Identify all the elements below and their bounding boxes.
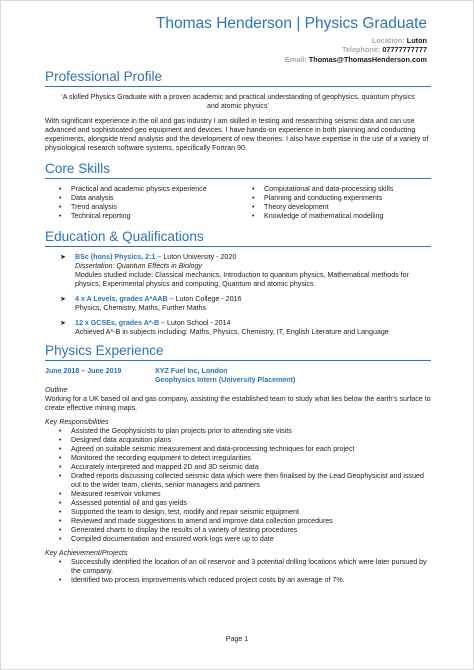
skill-item: • Theory development xyxy=(252,203,431,212)
skills-heading: Core Skills xyxy=(45,161,431,179)
candidate-name: Thomas Henderson | Physics Graduate xyxy=(155,15,427,32)
list-item: • Measured reservoir volumes xyxy=(59,490,431,499)
skill-item: • Technical reporting xyxy=(59,212,238,221)
location-line xyxy=(156,36,427,45)
list-item: • Assessed potential oil and gas yields xyxy=(59,499,431,508)
job-header xyxy=(45,367,431,385)
email-value: Thomas@ThomasHenderson.com xyxy=(308,54,427,64)
qualification: 12 x GCSEs, grades A*-B – xyxy=(75,319,166,327)
institution: Luton College - 2016 xyxy=(173,295,242,303)
profile-paragraph: With significant experience in the oil and gas industry I am skilled in testing and researching seismic data and can use advanced and sophisticated geo equipment and devices. I have hands-on experience in both planning and conducting experiments, alongside trend analysis and the development of new theories. I also have expertise in the use of a variety of physiological research software systems, specifically Fortran 90. xyxy=(45,117,429,152)
cv-header xyxy=(156,15,427,64)
experience-heading: Physics Experience xyxy=(45,343,431,361)
outline-label: Outline xyxy=(45,386,68,394)
modules: Modules studied include: Classical mechanics, Introduction to quantum physics, Mathematical methods for physics, Experimental physics and computing, Quantum and atomic physics xyxy=(75,271,409,288)
education-title xyxy=(75,319,431,328)
arrow-bullet-icon: ➤ xyxy=(60,320,66,327)
location-value: Luton xyxy=(406,36,427,45)
achievements-label: Key Achievement/Projects xyxy=(45,549,128,557)
list-item: • Generated charts to display the results of a variety of testing procedures xyxy=(59,526,431,535)
outline-text: Working for a UK based oil and gas company, assisting the established team to study what lies below the earth’s surface to create effective mining maps. xyxy=(45,395,431,412)
job-company: XYZ Fuel Inc, London xyxy=(155,367,228,375)
qualification: 4 x A Levels, grades A*AAB – xyxy=(75,295,174,303)
qualification: BSc (hons) Physics, 2:1 – xyxy=(75,253,162,261)
education-item xyxy=(45,319,431,337)
skill-item: • Data analysis xyxy=(59,194,238,203)
education-item xyxy=(45,253,431,289)
list-item: • Supported the team to design, test, modify and repair seismic equipment xyxy=(59,508,431,517)
list-item: • Successfully identified the location of an oil reservoir and 3 potential drilling locations which were later pursued by the company. xyxy=(59,558,431,576)
list-item: • Designed data acquisition plans xyxy=(59,436,431,445)
arrow-bullet-icon: ➤ xyxy=(60,296,66,303)
telephone-label: Telephone: xyxy=(341,45,381,55)
education-item xyxy=(45,295,431,313)
email-line xyxy=(156,55,427,64)
institution: Luton School - 2014 xyxy=(165,319,231,327)
subjects: Achieved A*-B in subjects including: Maths, Physics, Chemistry, IT, English Literature and Language xyxy=(75,328,389,336)
page-number: Page 1 xyxy=(225,635,249,643)
job-dates: June 2018 – June 2019 xyxy=(45,367,122,375)
skills-column-left xyxy=(45,185,238,221)
job-details xyxy=(155,367,295,385)
job-role: Geophysics Intern (University Placement) xyxy=(155,376,296,384)
skill-item: • Computational and data-processing skills xyxy=(252,185,431,194)
list-item: • Drafted reports discussing collected seismic data which were then finalised by the Lead Geophysicist and issued out to the wider team, clients, senior managers and partners xyxy=(59,472,431,490)
telephone-line xyxy=(156,45,427,54)
list-item: • Accurately interpreted and mapped 2D and 3D seismic data xyxy=(59,463,431,472)
education-title xyxy=(75,295,431,304)
institution: Luton University - 2020 xyxy=(161,253,237,261)
list-item: • Reviewed and made suggestions to amend and improve data collection procedures xyxy=(59,517,431,526)
location-label: Location: xyxy=(371,36,405,45)
skill-item: • Trend analysis xyxy=(59,203,238,212)
education-title xyxy=(75,253,431,262)
education-list xyxy=(45,253,431,337)
skill-item: • Practical and academic physics experience xyxy=(59,185,238,194)
responsibilities-list xyxy=(45,427,431,544)
profile-heading: Professional Profile xyxy=(45,69,431,87)
skill-item: • Planning and conducting experiments xyxy=(252,194,431,203)
achievements-list xyxy=(45,558,431,585)
list-item: • Compiled documentation and ensured work logs were up to date xyxy=(59,535,431,544)
skills-column-right xyxy=(238,185,431,221)
list-item: • Assisted the Geophysicists to plan projects prior to attending site visits xyxy=(59,427,431,436)
skills-list xyxy=(45,185,431,221)
telephone-value: 07777777777 xyxy=(382,45,427,55)
list-item: • Agreed on suitable seismic measurement and data-processing techniques for each project xyxy=(59,445,431,454)
cv-content xyxy=(45,69,431,585)
subjects: Physics, Chemistry, Maths, Further Maths xyxy=(75,304,207,312)
arrow-bullet-icon: ➤ xyxy=(60,254,66,261)
list-item: • Identified two process improvements which reduced project costs by an average of 7%. xyxy=(59,576,431,585)
profile-quote: ‘A skilled Physics Graduate with a proven academic and practical understanding of geophysics, quantum physics and atomic physics’ xyxy=(61,93,415,110)
responsibilities-label: Key Responsibilities xyxy=(45,418,109,426)
email-label: Email: xyxy=(284,54,307,64)
skill-item: • Knowledge of mathematical modelling xyxy=(252,212,431,221)
education-heading: Education & Qualifications xyxy=(45,229,431,247)
list-item: • Monitored the recording equipment to detect irregularities xyxy=(59,454,431,463)
dissertation: Dissertation: Quantum Effects in Biology xyxy=(75,262,202,270)
